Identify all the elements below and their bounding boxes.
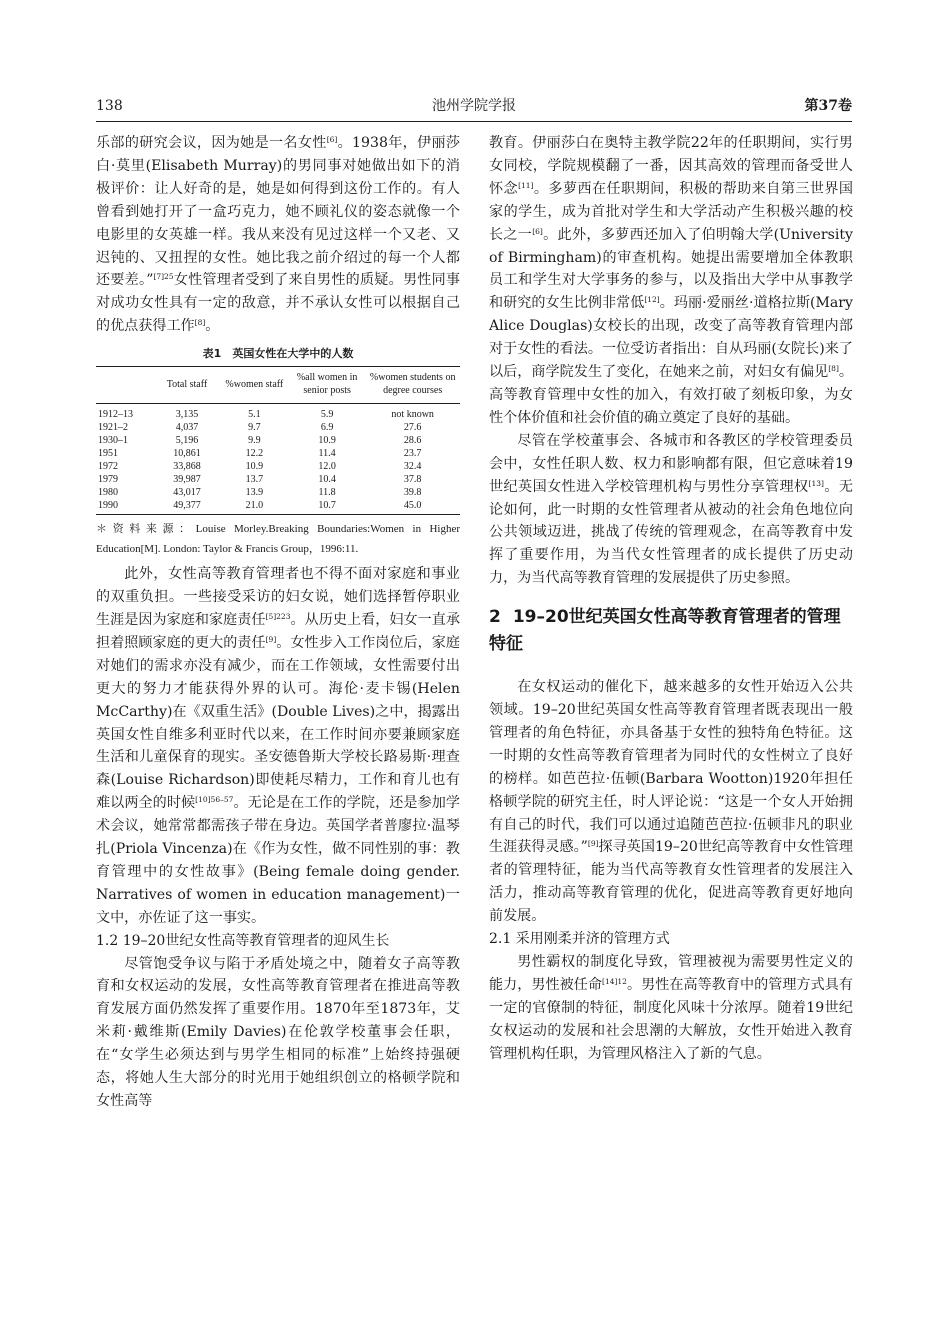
table-cell: 39.8: [403, 487, 422, 499]
table-cell: 39,987: [173, 474, 201, 486]
table-year-cell: 1930–1: [98, 435, 128, 447]
journal-title: 池州学院学报: [432, 98, 516, 114]
header-rule: [96, 121, 852, 122]
table-year-cell: 1980: [98, 487, 118, 499]
paragraph: 尽管在学校董事会、各城市和各教区的学校管理委员会中，女性任职人数、权力和影响都有限，但它意味着19世纪英国女性进入学校管理机构与男性分享管理权[13]。无论如何，此一时期的女性管理者从被动的社会角色地位向公共领域迈进，挑战了传统的管理观念，在高等教育中发挥了重要作用，为当代女性管理者的成长提供了历史动力，为当代高等教育管理的发展提供了历史参照。: [489, 432, 854, 587]
table-cell: 9.7: [248, 422, 261, 434]
paragraph: 教育。伊丽莎白在奥特主教学院22年的任职期间，实行男女同校，学院规模翻了一番，因其高效的管理而备受世人怀念[11]。多萝西在任职期间，积极的帮助来自第三世界国家的学生，成为首批对学生和大学活动产生积极兴趣的校长之一[6]。此外，多萝西还加入了伯明翰大学(University of Birmingham)的审查机构。她提出需要增加全体教职员工和学生对大学事务的参与，以及指出大学中从事教学和研究的女生比例非常低[12]。玛丽·爱丽丝·道格拉斯(Mary Alice Douglas)女校长的出现，改变了高等教育管理内部对于女性的看法。一位受访者指出：自从玛丽(女院长)来了以后，商学院发生了变化，在她来之前，对妇女有偏见[8]。高等教育管理中女性的加入，有效打破了刻板印象，为女性个体价值和社会价值的确立奠定了良好的基础。: [489, 135, 854, 426]
table-row: [96, 404, 460, 422]
citation: [12]: [644, 295, 660, 305]
table-cell: not known: [391, 409, 434, 421]
table-year-cell: 1979: [98, 474, 118, 486]
citation: [8]: [828, 364, 839, 374]
table-year-cell: 1972: [98, 461, 118, 473]
table-cell: 4,037: [175, 422, 199, 434]
table-header-cell: Total staff: [154, 367, 220, 404]
table-header-cell: [96, 367, 154, 404]
citation: [13]: [808, 478, 824, 488]
table-header-cell: %all women in senior posts: [289, 367, 365, 404]
table-cell: 33,868: [173, 461, 201, 473]
paragraph: 男性霸权的制度化导致，管理被视为需要男性定义的能力，男性被任命$^{[14]12}$。男性在高等教育中的管理方式具有一定的官僚制的特征，制度化风味十分浓厚。随着19世纪女权运动的发展和社会思潮的大解放，女性开始进入教育管理机构任职，为管理风格注入了新的气息。: [489, 954, 853, 1062]
paragraph: 尽管饱受争议与陷于矛盾处境之中，随着女子高等教育和女权运动的发展，女性高等教育管理者在推进高等教育发展方面仍然发挥了重要作用。1870年至1873年，艾米莉·戴维斯(Emily Davies)在伦敦学校董事会任职，在“女学生必须达到与男学生相同的标准”上始终持强硬态，将她人生大部分的时光用于她组织创立的格顿学院和女性高等: [96, 955, 460, 1109]
table-cell: 32.4: [403, 461, 422, 473]
table-cell: 49,377: [154, 499, 220, 515]
table-cell: 10.7: [289, 499, 365, 515]
women-in-universities-table: [96, 366, 460, 515]
table-cell: 10.9: [318, 435, 336, 447]
citation: [14]12: [602, 976, 627, 986]
citation: [6]: [532, 226, 543, 236]
table-header-cell: %women staff: [220, 367, 289, 404]
table-cell: 3,135: [175, 409, 199, 421]
table-cell: 27.6: [403, 422, 422, 434]
table-cell: 21.0: [220, 499, 289, 515]
table-row: [96, 486, 460, 499]
table-row: [96, 434, 460, 447]
table-header-row: [96, 367, 460, 404]
table-cell: 11.8: [318, 487, 336, 499]
table-cell: 9.9: [248, 435, 261, 447]
table-cell: 10,861: [173, 448, 201, 460]
citation: [7]25: [153, 272, 174, 282]
table-caption: 表1 英国女性在大学中的人数: [202, 347, 354, 361]
table-cell: 43,017: [173, 487, 201, 499]
table-cell: 28.6: [403, 435, 422, 447]
table-source-note: ＊资料来源：Louise Morley.Breaking Boundaries:Women in Higher Education[M]. London: Taylor & Francis Group，1996:11.: [96, 523, 460, 556]
section-number: 2: [489, 607, 501, 628]
table-cell: 6.9: [320, 422, 334, 434]
table-cell: 13.9: [245, 487, 264, 499]
right-column: [489, 132, 853, 1066]
table-row: [96, 421, 460, 434]
page-number: 138: [96, 98, 123, 114]
left-column: [96, 132, 460, 1113]
citation: [9]: [587, 839, 599, 849]
table-cell: 45.0: [365, 499, 460, 515]
paragraph: 乐部的研究会议，因为她是一名女性[6]。1938年，伊丽莎白·莫里(Elisabeth Murray)的男同事对她做出如下的消极评价：让人好奇的是，她是如何得到这份工作的。有人曾看到她打开了一盒巧克力，她不顾礼仪的姿态就像一个电影里的女英雄一样。我从来没有见过这样一个又老、又迟钝的、又扭捏的女性。她比我之前介绍过的每一个人都还要差。”$^{[7]25}$女性管理者受到了来自男性的质疑。男性同事对成功女性具有一定的敌意，并不承认女性可以根据自己的优点获得工作[8]。: [96, 135, 461, 335]
citation: [6]: [326, 135, 338, 144]
table-cell: 5,196: [175, 435, 199, 447]
table-row: [96, 447, 460, 460]
section-title: 19–20世纪英国女性高等教育管理者的管理特征: [489, 607, 841, 655]
citation: [11]: [518, 180, 534, 190]
section-heading: [489, 604, 853, 658]
running-header: [96, 96, 852, 120]
paragraph: 在女权运动的催化下，越来越多的女性开始迈入公共领域。19–20世纪英国女性高等教育管理者既表现出一般管理者的角色特征，亦具备基于女性的独特角色特征。这一时期的女性高等教育管理者为同时代的女性树立了良好的榜样。如芭芭拉·伍顿(Barbara Wootton)1920年担任格顿学院的研究主任，时人评论说：“这是一个女人开始拥有自己的时代，我们可以通过追随芭芭拉·伍顿非凡的职业生涯获得灵感。”[9]探寻英国19–20世纪高等教育中女性管理者的管理特征，能为当代高等教育女性管理者的发展注入活力，推动高等教育管理的优化，促进高等教育更好地向前发展。: [489, 679, 853, 925]
table-year-cell: 1921–2: [98, 422, 128, 434]
table-row: [96, 460, 460, 473]
table-year-cell: 1912–13: [98, 409, 133, 421]
table-header-cell: %women students on degree courses: [365, 367, 460, 404]
subsection-heading: 1.2 19–20世纪女性高等教育管理者的迎风生长: [96, 932, 390, 949]
volume-label: 第37卷: [804, 98, 852, 114]
citation: [5]223: [265, 611, 291, 621]
table-cell: 11.4: [318, 448, 336, 460]
citation: [8]: [194, 318, 206, 328]
table-row: [96, 473, 460, 486]
table-cell: 5.9: [320, 409, 334, 421]
table-cell: 23.7: [403, 448, 422, 460]
citation: [10]56–57: [195, 795, 234, 805]
table-cell: 13.7: [245, 474, 264, 486]
subsection-heading: 2.1 采用刚柔并济的管理方式: [489, 931, 670, 948]
table-cell: 12.0: [318, 461, 336, 473]
table-year-cell: 1990: [96, 499, 154, 515]
table-cell: 10.9: [245, 461, 264, 473]
citation: [9]: [265, 634, 277, 644]
table-year-cell: 1951: [98, 448, 118, 460]
table-cell: 5.1: [248, 409, 261, 421]
paragraph: 此外，女性高等教育管理者也不得不面对家庭和事业的双重负担。一些接受采访的妇女说，她们选择暂停职业生涯是因为家庭和家庭责任$^{[5]223}$。从历史上看，妇女一直承担着照顾家庭的更大的责任[9]。女性步入工作岗位后，家庭对她们的需求亦没有减少，而在工作领域，女性需要付出更大的努力才能获得外界的认可。海伦·麦卡锡(Helen McCarthy)在《双重生活》(Double Lives)之中，揭露出英国女性自维多利亚时代以来，在工作时间亦要兼顾家庭生活和儿童保育的现实。圣安德鲁斯大学校长路易斯·理查森(Louise Richardson)即使耗尽精力，工作和育儿也有难以两全的时候$^{[10]56-57}$。无论是在工作的学院，还是参加学术会议，她常常都需孩子带在身边。英国学者普廖拉·温琴扎(Priola Vincenza)在《作为女性，做不同性别的事：教育管理中的女性故事》(Being female doing gender. Narratives of women in education management)一文中，亦佐证了这一事实。: [96, 566, 461, 926]
table-cell: 37.8: [403, 474, 422, 486]
table-row: [96, 499, 460, 515]
table-cell: 12.2: [245, 448, 264, 460]
table-cell: 10.4: [318, 474, 336, 486]
